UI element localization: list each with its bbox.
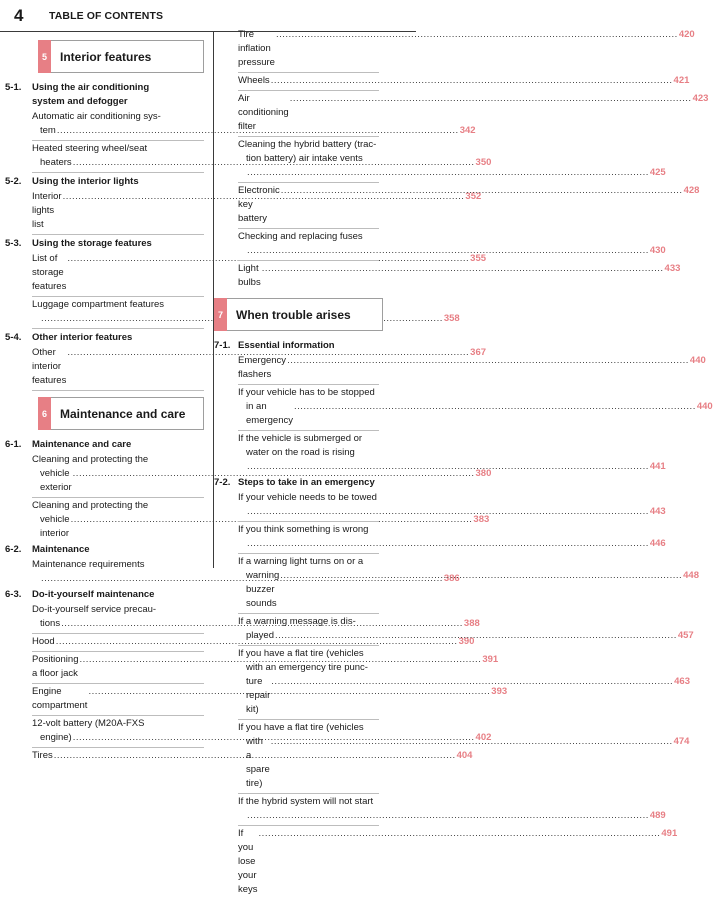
entry-page: 423 — [692, 93, 709, 104]
entry-text: Cleaning the hybrid battery (trac- — [238, 139, 377, 150]
entry-text-cont: warning buzzer sounds — [246, 570, 280, 609]
chapter-number-tab: 5 — [38, 40, 51, 73]
entry-text-cont: engine) — [40, 732, 72, 743]
toc-entry-wrong[interactable] — [219, 523, 666, 554]
section-title: Using the interior lights — [32, 176, 139, 187]
entry-page: 446 — [649, 538, 666, 549]
entry-text-cont: with a spare tire) — [246, 736, 270, 789]
section-number: 6-1. — [5, 439, 22, 450]
entry-text: Cleaning and protecting the — [32, 454, 149, 465]
section-title: Using the storage features — [32, 238, 152, 249]
entry-page: 402 — [475, 732, 492, 743]
entry-text-cont: ture repair kit) — [246, 676, 271, 715]
section-number: 7-1. — [214, 340, 231, 351]
entry-text-cont: tion battery) air intake vents — [246, 153, 363, 164]
entry-text: Cleaning and protecting the — [32, 500, 149, 511]
entry-page: 350 — [475, 157, 492, 168]
entry-page: 342 — [459, 125, 476, 136]
entry-page: 463 — [674, 676, 690, 687]
entry-page: 358 — [443, 313, 460, 324]
toc-entry-wheels[interactable] — [219, 74, 690, 91]
entry-page: 441 — [649, 461, 666, 472]
entry-text: If you lose your keys — [238, 828, 258, 895]
toc-entry-flashers[interactable] — [219, 354, 706, 385]
entry-page: 386 — [443, 573, 460, 584]
entry-text: 12-volt battery (M20A-FXS — [32, 718, 145, 729]
section-heading[interactable] — [214, 339, 379, 353]
entry-text: Maintenance requirements — [32, 559, 145, 570]
entry-page: 430 — [649, 245, 666, 256]
toc-entry-hybrid-start[interactable] — [219, 795, 666, 826]
entry-text-cont: vehicle exterior — [40, 468, 72, 493]
entry-page: 388 — [463, 618, 480, 629]
entry-page: 391 — [482, 654, 499, 665]
chapter-title: Interior features — [60, 50, 152, 64]
section-number: 7-2. — [214, 477, 231, 488]
entry-page: 352 — [465, 191, 482, 202]
entry-page: 421 — [673, 75, 690, 86]
entry-text: If you think something is wrong — [238, 524, 369, 535]
entry-text: Luggage compartment features — [32, 299, 165, 310]
chapter-number-tab: 6 — [38, 397, 51, 430]
section-title: Do-it-yourself maintenance — [32, 589, 155, 600]
entry-page: 380 — [475, 468, 492, 479]
entry-text: Wheels — [238, 75, 270, 86]
toc-entry-lose-keys[interactable] — [219, 827, 678, 897]
entry-text-cont: played — [246, 630, 274, 641]
chapter-6-header[interactable] — [38, 397, 204, 430]
section-title: Maintenance — [32, 544, 90, 555]
entry-text: Tire inflation pressure — [238, 29, 275, 68]
entry-text: Do-it-yourself service precau- — [32, 604, 157, 615]
chapter-title: When trouble arises — [236, 308, 351, 322]
entry-page: 433 — [664, 263, 681, 274]
section-heading[interactable] — [5, 331, 204, 345]
entry-text: If your vehicle needs to be towed — [238, 492, 377, 503]
entry-page: 443 — [649, 506, 666, 517]
toc-entry-tire-pressure[interactable] — [219, 28, 695, 73]
section-heading[interactable] — [214, 476, 379, 490]
section-heading[interactable] — [5, 237, 204, 251]
section-heading[interactable] — [5, 175, 204, 189]
entry-text: If the hybrid system will not start — [238, 796, 374, 807]
entry-page: 425 — [649, 167, 666, 178]
chapter-5-header[interactable] — [38, 40, 204, 73]
entry-text: If a warning light turns on or a — [238, 556, 364, 567]
entry-text: If a warning message is dis- — [238, 616, 356, 627]
section-title: Maintenance and care — [32, 439, 132, 450]
entry-text: Tires — [32, 750, 53, 761]
section-title: Steps to take in an emergency — [238, 477, 375, 488]
entry-page: 383 — [473, 514, 490, 525]
entry-text: Light bulbs — [238, 263, 261, 288]
entry-page: 474 — [673, 736, 690, 747]
entry-text-cont: in an emergency — [246, 401, 293, 426]
entry-text: Electronic key battery — [238, 185, 280, 224]
section-heading[interactable] — [5, 81, 204, 109]
chapter-title: Maintenance and care — [60, 407, 186, 421]
entry-text: Heated steering wheel/seat — [32, 143, 148, 154]
chapter-number-tab: 7 — [214, 298, 227, 331]
toc-entry-stopped[interactable] — [219, 386, 713, 431]
section-title: Essential information — [238, 340, 335, 351]
entry-page: 489 — [649, 810, 666, 821]
entry-text-cont: heaters — [40, 157, 72, 168]
entry-text-cont: water on the road is rising — [246, 447, 355, 458]
toc-entry-bulbs[interactable] — [219, 262, 681, 290]
section-heading[interactable] — [5, 543, 204, 557]
section-title: Other interior features — [32, 332, 133, 343]
entry-page: 390 — [458, 636, 475, 647]
entry-text: Other interior features — [32, 347, 67, 386]
entry-text: Air conditioning filter — [238, 93, 289, 132]
section-number: 5-3. — [5, 238, 22, 249]
entry-page: 367 — [470, 347, 487, 358]
section-number: 6-3. — [5, 589, 22, 600]
entry-text: Emergency flashers — [238, 355, 287, 380]
section-number: 5-2. — [5, 176, 22, 187]
entry-page: 393 — [491, 686, 508, 697]
toc-entry-tires[interactable] — [5, 749, 473, 763]
section-number: 5-1. — [5, 82, 22, 93]
entry-text-cont: vehicle interior — [40, 514, 70, 539]
section-title-cont: system and defogger — [32, 96, 128, 107]
entry-text-cont: tem — [40, 125, 56, 136]
entry-page: 440 — [696, 401, 713, 412]
entry-page: 491 — [661, 828, 678, 839]
entry-page: 440 — [689, 355, 706, 366]
entry-text: Engine compartment — [32, 686, 88, 711]
section-heading[interactable] — [5, 438, 204, 452]
entry-text: If you have a flat tire (vehicles — [238, 722, 364, 733]
entry-text: If you have a flat tire (vehicles — [238, 648, 364, 659]
entry-text: List of storage features — [32, 253, 67, 292]
entry-page: 355 — [470, 253, 487, 264]
page-title: TABLE OF CONTENTS — [49, 10, 164, 22]
entry-page: 420 — [678, 29, 695, 40]
entry-page: 448 — [683, 570, 699, 581]
entry-text: Checking and replacing fuses — [238, 231, 363, 242]
entry-text-cont: tions — [40, 618, 61, 629]
entry-text: Hood — [32, 636, 55, 647]
entry-text: Interior lights list — [32, 191, 62, 230]
entry-text: Positioning a floor jack — [32, 654, 79, 679]
entry-text: Automatic air conditioning sys- — [32, 111, 161, 122]
chapter-7-header[interactable] — [214, 298, 383, 331]
section-heading[interactable] — [5, 588, 204, 602]
entry-page: 428 — [683, 185, 700, 196]
section-title: Using the air conditioning — [32, 82, 150, 93]
entry-page: 404 — [456, 750, 473, 761]
section-number: 5-4. — [5, 332, 22, 343]
entry-text-cont: with an emergency tire punc- — [246, 662, 368, 673]
entry-text: If the vehicle is submerged or — [238, 433, 363, 444]
entry-page: 457 — [677, 630, 694, 641]
entry-text: If your vehicle has to be stopped — [238, 387, 375, 398]
page-number: 4 — [14, 6, 24, 25]
section-number: 6-2. — [5, 544, 22, 555]
